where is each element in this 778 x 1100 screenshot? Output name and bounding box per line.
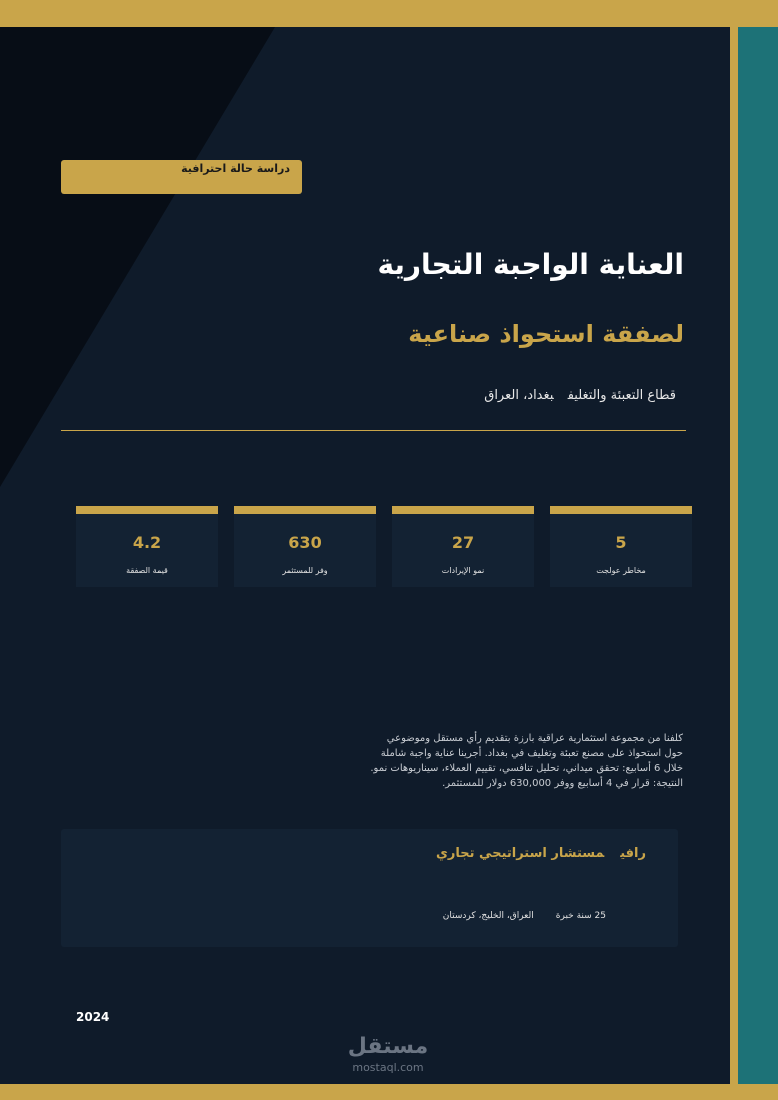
description-line: خلال 6 أسابيع: تحقق ميداني، تحليل تنافسي، تقييم العملاء، سيناريوهات نمو. <box>370 763 683 774</box>
location-label: بغداد، العراق <box>484 388 554 403</box>
watermark-latin: mostaql.com <box>352 1061 424 1074</box>
bottom-gold-bar <box>0 1084 778 1100</box>
stat-value: 4.2 <box>132 533 162 552</box>
stat-value: 27 <box>451 533 475 552</box>
description-line: كلفنا من مجموعة استثمارية عراقية بارزة بتقديم رأي مستقل وموضوعي <box>386 733 683 744</box>
page-title: العناية الواجبة التجارية <box>377 248 684 281</box>
stat-card-investor-savings <box>234 506 376 587</box>
consultant-name: رافي <box>620 846 646 861</box>
description-line: النتيجة: قرار في 4 أسابيع ووفر 630,000 دولار للمستثمر. <box>442 778 683 789</box>
sector-location-line <box>470 388 676 403</box>
case-description <box>370 731 683 791</box>
stat-card-bar <box>76 506 218 514</box>
stat-label: وفر للمستثمر <box>282 566 328 575</box>
consultant-info-line <box>421 911 606 921</box>
stat-label: مخاطر عولجت <box>596 566 646 575</box>
badge-label: دراسة حالة احترافية <box>181 162 290 175</box>
stat-label: قيمة الصفقة <box>126 566 168 575</box>
year-label: 2024 <box>76 1010 110 1024</box>
page-subtitle: لصفقة استحواذ صناعية <box>408 320 684 348</box>
gold-divider <box>61 430 686 431</box>
top-gold-bar <box>0 0 778 27</box>
stat-card-deal-value <box>76 506 218 587</box>
stat-card-bar <box>550 506 692 514</box>
consultant-card <box>61 829 678 947</box>
vertical-gold-line <box>730 27 738 1084</box>
sector-label: قطاع التعبئة والتغليف <box>567 388 676 403</box>
stat-card-bar <box>234 506 376 514</box>
case-study-badge <box>61 160 302 194</box>
stat-card-revenue-growth <box>392 506 534 587</box>
consultant-regions: العراق، الخليج، كردستان <box>442 911 534 921</box>
stat-value: 630 <box>288 533 322 552</box>
consultant-name-line <box>420 846 646 861</box>
consultant-title: مستشار استراتيجي تجاري <box>436 846 605 861</box>
stat-card-bar <box>392 506 534 514</box>
stat-label: نمو الإيرادات <box>441 566 485 575</box>
teal-side-strip <box>738 27 778 1084</box>
mostaql-watermark-logo <box>338 1032 438 1074</box>
consultant-experience: 25 سنة خبرة <box>555 911 606 921</box>
description-line: حول استحواذ على مصنع تعبئة وتغليف في بغداد. أجرينا عناية واجبة شاملة <box>380 748 683 759</box>
stat-card-risks-addressed <box>550 506 692 587</box>
dark-diagonal-shape <box>0 27 275 487</box>
stat-value: 5 <box>615 533 627 552</box>
watermark-arabic: مستقل <box>347 1034 429 1059</box>
